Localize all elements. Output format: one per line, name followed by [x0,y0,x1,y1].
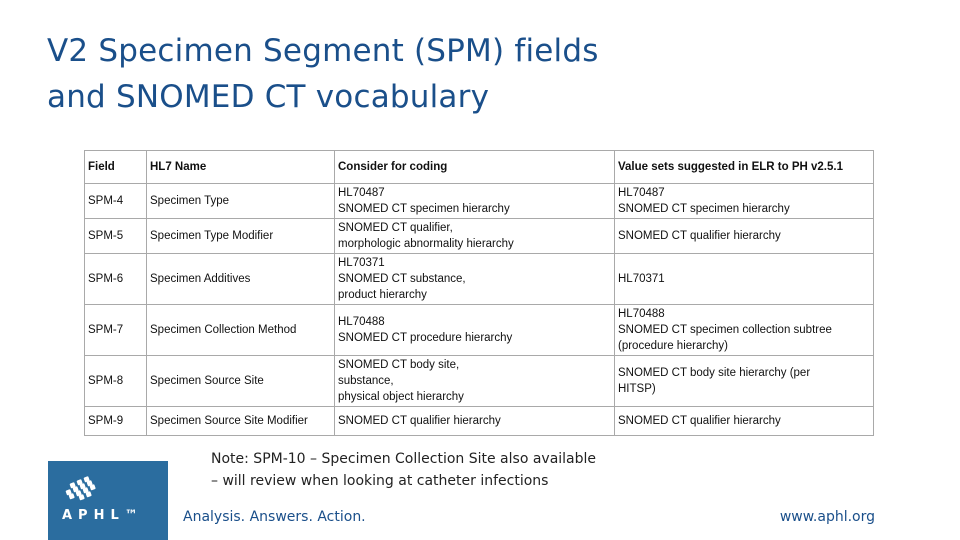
footer-tagline: Analysis. Answers. Action. [183,509,366,525]
note-text [211,448,596,492]
table-row [85,219,874,254]
cell-valuesets-line: HL70371 [618,273,665,285]
cell-valuesets [615,219,874,254]
aphl-logo [48,461,168,540]
cell-field: SPM-6 [85,254,147,305]
table-row [85,407,874,436]
table-header-row [85,151,874,184]
table-row [85,356,874,407]
cell-coding-line: product hierarchy [338,289,427,301]
cell-valuesets-line: (procedure hierarchy) [618,340,728,352]
cell-valuesets-line: SNOMED CT specimen collection subtree [618,324,832,336]
cell-hl7-name: Specimen Source Site [147,356,335,407]
cell-coding-line: SNOMED CT procedure hierarchy [338,332,513,344]
slide-title-line-1: V2 Specimen Segment (SPM) fields [47,33,599,69]
cell-valuesets [615,184,874,219]
cell-coding [335,254,615,305]
cell-hl7-name: Specimen Source Site Modifier [147,407,335,436]
cell-coding-line: SNOMED CT body site, [338,359,460,371]
cell-field: SPM-5 [85,219,147,254]
slide-title [47,28,747,120]
aphl-logo-mark-icon [48,461,168,540]
aphl-logo-text: APHL™ [62,508,144,523]
header-consider-for-coding: Consider for coding [335,151,615,184]
cell-valuesets [615,254,874,305]
note-line-1: Note: SPM-10 – Specimen Collection Site also available [211,451,597,467]
table-row [85,184,874,219]
cell-coding-line: substance, [338,375,394,387]
cell-hl7-name: Specimen Collection Method [147,305,335,356]
cell-coding-line: physical object hierarchy [338,391,464,403]
cell-valuesets-line: SNOMED CT body site hierarchy (per [618,367,811,379]
cell-field: SPM-8 [85,356,147,407]
cell-coding-line: morphologic abnormality hierarchy [338,238,514,250]
cell-coding-line: SNOMED CT qualifier, [338,222,453,234]
table-row [85,305,874,356]
note-line-2: – will review when looking at catheter infections [211,473,549,489]
cell-valuesets-line: SNOMED CT qualifier hierarchy [618,415,781,427]
cell-coding-line: HL70487 [338,187,385,199]
cell-coding [335,407,615,436]
header-hl7-name: HL7 Name [147,151,335,184]
cell-valuesets [615,356,874,407]
cell-valuesets-line: SNOMED CT specimen hierarchy [618,203,790,215]
cell-field: SPM-4 [85,184,147,219]
cell-hl7-name: Specimen Type Modifier [147,219,335,254]
cell-valuesets-line: HL70487 [618,187,665,199]
header-value-sets: Value sets suggested in ELR to PH v2.5.1 [615,151,874,184]
cell-coding [335,184,615,219]
cell-coding-line: HL70371 [338,257,385,269]
cell-coding-line: SNOMED CT substance, [338,273,466,285]
cell-valuesets-line: HL70488 [618,308,665,320]
cell-field: SPM-7 [85,305,147,356]
header-field: Field [85,151,147,184]
cell-valuesets-line: HITSP) [618,383,656,395]
cell-valuesets [615,305,874,356]
slide-title-line-2: and SNOMED CT vocabulary [47,79,490,115]
cell-coding [335,219,615,254]
spm-fields-table [84,150,874,436]
cell-coding-line: HL70488 [338,316,385,328]
table-row [85,254,874,305]
cell-coding-line: SNOMED CT qualifier hierarchy [338,415,501,427]
cell-coding [335,356,615,407]
cell-coding [335,305,615,356]
cell-valuesets-line: SNOMED CT qualifier hierarchy [618,230,781,242]
cell-field: SPM-9 [85,407,147,436]
footer-url-link[interactable]: www.aphl.org [779,509,875,525]
cell-hl7-name: Specimen Type [147,184,335,219]
cell-valuesets [615,407,874,436]
cell-hl7-name: Specimen Additives [147,254,335,305]
cell-coding-line: SNOMED CT specimen hierarchy [338,203,510,215]
